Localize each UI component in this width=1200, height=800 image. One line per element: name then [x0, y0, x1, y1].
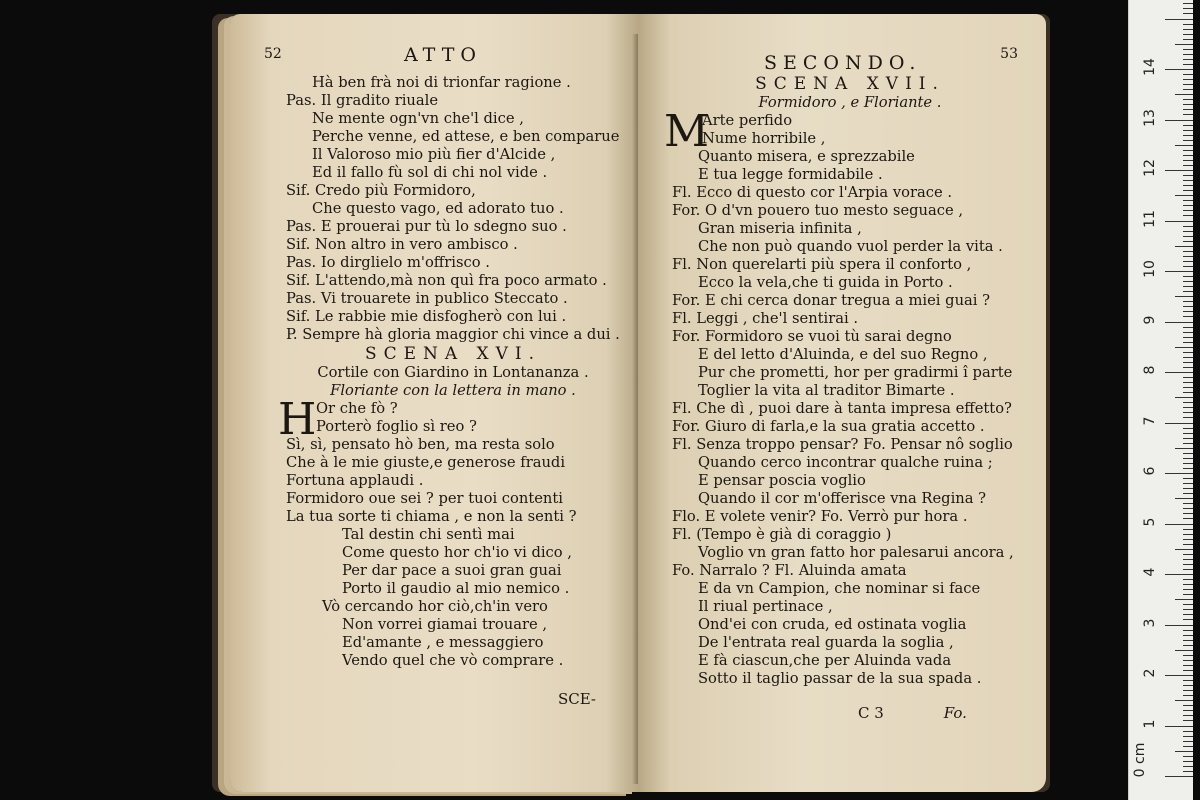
- ruler-tick: [1175, 44, 1193, 45]
- text-line: Pas. Vi trouarete in publico Steccato .: [286, 290, 568, 307]
- text-line: Sif. Le rabbie mie disfogherò con lui .: [286, 308, 567, 325]
- ruler-tick: [1165, 120, 1193, 121]
- ruler-label: 9: [1142, 315, 1158, 324]
- ruler-tick: [1183, 49, 1193, 50]
- ruler-tick: [1183, 256, 1193, 257]
- ruler-tick: [1183, 130, 1193, 131]
- ruler-tick: [1175, 700, 1193, 701]
- ruler-tick: [1183, 508, 1193, 509]
- text-line: Sotto il taglio passar de la sua spada .: [698, 670, 982, 687]
- ruler-tick: [1183, 645, 1193, 646]
- ruler-tick: [1183, 306, 1193, 307]
- ruler-tick: [1183, 635, 1193, 636]
- ruler-tick: [1183, 458, 1193, 459]
- text-line: P. Sempre hà gloria maggior chi vince a dui .: [286, 326, 620, 343]
- ruler-tick: [1175, 195, 1193, 196]
- ruler-tick: [1183, 29, 1193, 30]
- ruler-tick: [1183, 428, 1193, 429]
- ruler-tick: [1183, 544, 1193, 545]
- ruler-tick: [1183, 579, 1193, 580]
- stage-direction: Formidoro , e Floriante .: [758, 94, 942, 111]
- text-line: Vò cercando hor ciò,ch'in vero: [322, 598, 548, 615]
- ruler-tick: [1175, 296, 1193, 297]
- ruler-tick: [1175, 246, 1193, 247]
- ruler-tick: [1183, 231, 1193, 232]
- text-line: Tal destin chi sentì mai: [342, 526, 515, 543]
- ruler-tick: [1183, 109, 1193, 110]
- text-line: Porto il gaudio al mio nemico .: [342, 580, 570, 597]
- text-line: Sì, sì, pensato hò ben, ma resta solo: [286, 436, 555, 453]
- ruler-label: 3: [1142, 618, 1158, 627]
- right-running-title: SECONDO.: [764, 52, 922, 74]
- ruler-tick: [1183, 695, 1193, 696]
- ruler-tick: [1183, 756, 1193, 757]
- text-line: Il riual pertinace ,: [698, 598, 833, 615]
- text-line: Ne mente ogn'vn che'l dice ,: [312, 110, 524, 127]
- ruler-tick: [1183, 362, 1193, 363]
- ruler-tick: [1183, 660, 1193, 661]
- ruler-tick: [1183, 190, 1193, 191]
- scene-setting: Cortile con Giardino in Lontananza .: [317, 364, 589, 381]
- ruler-tick: [1183, 34, 1193, 35]
- ruler-tick: [1183, 59, 1193, 60]
- ruler-tick: [1183, 367, 1193, 368]
- ruler-tick: [1183, 705, 1193, 706]
- ruler-tick: [1165, 423, 1193, 424]
- ruler-tick: [1183, 569, 1193, 570]
- ruler-tick: [1183, 710, 1193, 711]
- text-line: For. Giuro di farla,e la sua gratia accetto .: [672, 418, 985, 435]
- text-line: De l'entrata real guarda la soglia ,: [698, 634, 954, 651]
- ruler-tick: [1183, 609, 1193, 610]
- text-line: Quando il cor m'offerisce vna Regina ?: [698, 490, 987, 507]
- ruler-label: 11: [1142, 209, 1158, 228]
- ruler-tick: [1183, 584, 1193, 585]
- ruler-tick: [1183, 594, 1193, 595]
- text-line: Fortuna applaudi .: [286, 472, 424, 489]
- ruler-tick: [1183, 670, 1193, 671]
- ruler-tick: [1183, 185, 1193, 186]
- text-line: Per dar pace a suoi gran guai: [342, 562, 562, 579]
- ruler-tick: [1183, 79, 1193, 80]
- scene-heading: SCENA XVI.: [364, 344, 542, 364]
- ruler-tick: [1183, 311, 1193, 312]
- ruler-label: 6: [1142, 466, 1158, 476]
- ruler-label: 13: [1142, 108, 1158, 127]
- text-line: Ond'ei con cruda, ed ostinata voglia: [698, 616, 967, 633]
- ruler-tick: [1183, 665, 1193, 666]
- ruler-tick: [1183, 327, 1193, 328]
- ruler-tick: [1183, 114, 1193, 115]
- ruler-tick: [1175, 549, 1193, 550]
- ruler-tick: [1165, 69, 1193, 70]
- ruler-tick: [1183, 412, 1193, 413]
- ruler-tick: [1183, 13, 1193, 14]
- ruler-tick: [1183, 483, 1193, 484]
- text-line: Fl. (Tempo è già di coraggio ): [672, 526, 892, 543]
- ruler-tick: [1183, 392, 1193, 393]
- ruler-tick: [1165, 271, 1193, 272]
- text-line: E da vn Campion, che nominar si face: [698, 580, 981, 597]
- ruler-tick: [1183, 276, 1193, 277]
- ruler-tick: [1165, 675, 1193, 676]
- ruler-tick: [1183, 715, 1193, 716]
- ruler-tick: [1183, 215, 1193, 216]
- ruler-tick: [1183, 301, 1193, 302]
- text-line: Or che fò ?: [316, 400, 398, 417]
- text-line: Fl. Senza troppo pensar? Fo. Pensar nô soglio: [672, 436, 1013, 453]
- right-catchword: Fo.: [943, 704, 967, 722]
- ruler-tick: [1183, 453, 1193, 454]
- text-line: Ed il fallo fù sol di chi nol vide .: [312, 164, 548, 181]
- text-line: Quanto misera, e sprezzabile: [698, 148, 915, 165]
- ruler-tick: [1183, 261, 1193, 262]
- ruler-tick: [1165, 473, 1193, 474]
- ruler-tick: [1175, 751, 1193, 752]
- text-line: Pas. Il gradito riuale: [286, 92, 439, 109]
- ruler-tick: [1183, 402, 1193, 403]
- ruler-tick: [1183, 64, 1193, 65]
- ruler-tick: [1165, 372, 1193, 373]
- ruler-tick: [1183, 690, 1193, 691]
- open-book: [212, 14, 1050, 792]
- ruler-tick: [1183, 286, 1193, 287]
- ruler-tick: [1183, 342, 1193, 343]
- right-page-text: [664, 74, 1028, 688]
- ruler-tick: [1183, 89, 1193, 90]
- ruler-tick: [1183, 529, 1193, 530]
- ruler-tick: [1183, 226, 1193, 227]
- ruler-tick: [1183, 761, 1193, 762]
- scene-heading: SCENA XVII.: [755, 74, 945, 94]
- ruler-label: 2: [1142, 668, 1158, 678]
- text-line: Pas. E prouerai pur tù lo sdegno suo .: [286, 218, 567, 235]
- ruler-tick: [1183, 766, 1193, 767]
- text-line: Che non può quando vuol perder la vita .: [698, 238, 1003, 255]
- ruler-tick: [1183, 150, 1193, 151]
- text-line: Sif. Credo più Formidoro,: [286, 182, 476, 199]
- ruler-tick: [1183, 559, 1193, 560]
- ruler-tick: [1183, 175, 1193, 176]
- text-line: Sif. Non altro in vero ambisco .: [286, 236, 518, 253]
- text-line: Pur che prometti, hor per gradirmi î parte: [698, 364, 1013, 381]
- ruler-tick: [1183, 720, 1193, 721]
- ruler-tick: [1183, 99, 1193, 100]
- ruler-tick: [1183, 84, 1193, 85]
- text-line: Pas. Io dirglielo m'offrisco .: [286, 254, 490, 271]
- ruler-label: 8: [1142, 365, 1158, 375]
- left-page-number: 52: [264, 46, 282, 62]
- text-line: Perche venne, ed attese, e ben comparue: [312, 128, 620, 145]
- ruler-tick: [1165, 19, 1193, 20]
- right-page-number: 53: [1000, 46, 1018, 62]
- ruler-tick: [1183, 3, 1193, 4]
- ruler-tick: [1183, 468, 1193, 469]
- text-line: For. O d'vn pouero tuo mesto seguace ,: [672, 202, 964, 219]
- ruler-tick: [1183, 513, 1193, 514]
- dropcap-letter: M: [664, 106, 710, 157]
- text-line: Che à le mie giuste,e generose fraudi: [286, 454, 566, 471]
- ruler-tick: [1183, 155, 1193, 156]
- ruler-tick: [1183, 382, 1193, 383]
- ruler-tick: [1165, 221, 1193, 222]
- ruler-tick: [1183, 140, 1193, 141]
- ruler-tick: [1183, 266, 1193, 267]
- text-line: Nume horribile ,: [702, 130, 826, 147]
- ruler-tick: [1175, 347, 1193, 348]
- ruler-tick: [1183, 493, 1193, 494]
- text-line: Come questo hor ch'io vi dico ,: [342, 544, 572, 561]
- signature-label: C 3: [858, 704, 884, 722]
- ruler-tick: [1183, 518, 1193, 519]
- ruler-tick: [1183, 180, 1193, 181]
- measuring-ruler: [1128, 0, 1193, 800]
- ruler-tick: [1175, 599, 1193, 600]
- ruler-tick: [1183, 74, 1193, 75]
- text-line: Gran miseria infinita ,: [698, 220, 862, 237]
- text-line: Fl. Leggi , che'l sentirai .: [672, 310, 859, 327]
- ruler-tick: [1183, 589, 1193, 590]
- ruler-tick: [1183, 680, 1193, 681]
- ruler-tick: [1183, 160, 1193, 161]
- ruler-label: 14: [1142, 58, 1158, 76]
- ruler-tick: [1183, 387, 1193, 388]
- text-line: Quando cerco incontrar qualche ruina ;: [698, 454, 993, 471]
- ruler-tick: [1183, 438, 1193, 439]
- ruler-label: 1: [1142, 719, 1158, 728]
- ruler-tick: [1175, 498, 1193, 499]
- ruler-tick: [1183, 377, 1193, 378]
- ruler-tick: [1165, 170, 1193, 171]
- ruler-tick: [1165, 574, 1193, 575]
- ruler-label: 0 cm: [1132, 742, 1148, 778]
- ruler-tick: [1183, 539, 1193, 540]
- left-page-text: [278, 74, 620, 670]
- ruler-tick: [1183, 488, 1193, 489]
- ruler-tick: [1183, 165, 1193, 166]
- text-line: Il Valoroso mio più fier d'Alcide ,: [312, 146, 556, 163]
- ruler-tick: [1165, 776, 1193, 777]
- ruler-tick: [1183, 746, 1193, 747]
- ruler-tick: [1183, 291, 1193, 292]
- ruler-tick: [1183, 771, 1193, 772]
- ruler-tick: [1175, 448, 1193, 449]
- ruler-tick: [1183, 534, 1193, 535]
- text-line: Fo. Narralo ? Fl. Aluinda amata: [672, 562, 907, 579]
- ruler-tick: [1175, 94, 1193, 95]
- text-line: E pensar poscia voglio: [698, 472, 866, 489]
- ruler-tick: [1183, 8, 1193, 9]
- ruler-tick: [1183, 685, 1193, 686]
- text-line: Ed'amante , e messaggiero: [342, 634, 544, 651]
- text-line: Non vorrei giamai trouare ,: [342, 616, 548, 633]
- ruler-tick: [1183, 417, 1193, 418]
- text-line: La tua sorte ti chiama , e non la senti ?: [286, 508, 577, 525]
- ruler-tick: [1183, 357, 1193, 358]
- ruler-tick: [1183, 433, 1193, 434]
- left-running-head: [254, 44, 614, 74]
- ruler-tick: [1183, 251, 1193, 252]
- text-line: Formidoro oue sei ? per tuoi contenti: [286, 490, 563, 507]
- text-line: Flo. E volete venir? Fo. Verrò pur hora .: [672, 508, 968, 525]
- ruler-tick: [1165, 625, 1193, 626]
- left-catchword: SCE-: [557, 690, 596, 708]
- ruler-tick: [1183, 640, 1193, 641]
- ruler-tick: [1183, 281, 1193, 282]
- ruler-tick: [1165, 524, 1193, 525]
- ruler-label: 7: [1142, 416, 1158, 425]
- ruler-tick: [1183, 741, 1193, 742]
- dropcap-letter: H: [278, 394, 317, 445]
- ruler-tick: [1183, 241, 1193, 242]
- text-line: Fl. Che dì , puoi dare à tanta impresa effetto?: [672, 400, 1012, 417]
- ruler-label: 10: [1142, 260, 1158, 278]
- ruler-tick: [1175, 397, 1193, 398]
- ruler-tick: [1183, 736, 1193, 737]
- ruler-tick: [1183, 210, 1193, 211]
- ruler-tick: [1165, 726, 1193, 727]
- text-line: Vendo quel che vò comprare .: [342, 652, 564, 669]
- ruler-tick: [1183, 407, 1193, 408]
- text-line: Che questo vago, ed adorato tuo .: [312, 200, 564, 217]
- text-line: Toglier la vita al traditor Bimarte .: [698, 382, 955, 399]
- left-running-title: ATTO: [404, 44, 482, 66]
- ruler-tick: [1183, 54, 1193, 55]
- ruler-tick: [1183, 236, 1193, 237]
- text-line: Hà ben frà noi di trionfar ragione .: [312, 74, 571, 91]
- ruler-tick: [1183, 332, 1193, 333]
- stage-direction: Floriante con la lettera in mano .: [330, 382, 576, 399]
- text-line: Fl. Ecco di questo cor l'Arpia vorace .: [672, 184, 953, 201]
- ruler-tick: [1183, 619, 1193, 620]
- right-page: [638, 14, 1046, 792]
- left-page: [230, 14, 638, 792]
- text-line: For. E chi cerca donar tregua a miei guai ?: [672, 292, 991, 309]
- ruler-tick: [1183, 463, 1193, 464]
- ruler-tick: [1183, 478, 1193, 479]
- ruler-tick: [1183, 503, 1193, 504]
- ruler-tick: [1183, 655, 1193, 656]
- text-line: E tua legge formidabile .: [698, 166, 883, 183]
- right-running-head: [662, 44, 1022, 74]
- ruler-label: 5: [1142, 517, 1158, 526]
- text-line: Voglio vn gran fatto hor palesarui ancora ,: [698, 544, 1014, 561]
- text-line: E fà ciascun,che per Aluinda vada: [698, 652, 952, 669]
- ruler-tick: [1183, 564, 1193, 565]
- text-line: Sif. L'attendo,mà non quì fra poco armato .: [286, 272, 607, 289]
- ruler-tick: [1183, 125, 1193, 126]
- ruler-tick: [1183, 200, 1193, 201]
- ruler-tick: [1165, 322, 1193, 323]
- text-line: E del letto d'Aluinda, e del suo Regno ,: [698, 346, 988, 363]
- text-line: Arte perfido: [702, 112, 793, 129]
- ruler-tick: [1183, 731, 1193, 732]
- text-line: Fl. Non querelarti più spera il conforto ,: [672, 256, 972, 273]
- text-line: Ecco la vela,che ti guida in Porto .: [698, 274, 953, 291]
- signature-mark: [858, 704, 967, 722]
- ruler-tick: [1183, 24, 1193, 25]
- ruler-tick: [1183, 104, 1193, 105]
- ruler-tick: [1183, 135, 1193, 136]
- text-line: Porterò foglio sì reo ?: [316, 418, 477, 435]
- ruler-label: 4: [1142, 567, 1158, 577]
- ruler-tick: [1183, 352, 1193, 353]
- ruler-tick: [1183, 337, 1193, 338]
- ruler-tick: [1183, 205, 1193, 206]
- ruler-tick: [1183, 630, 1193, 631]
- ruler-tick: [1183, 604, 1193, 605]
- ruler-tick: [1183, 316, 1193, 317]
- ruler-tick: [1183, 443, 1193, 444]
- ruler-label: 12: [1142, 159, 1158, 177]
- ruler-tick: [1183, 554, 1193, 555]
- ruler-tick: [1175, 145, 1193, 146]
- ruler-tick: [1175, 650, 1193, 651]
- ruler-tick: [1183, 39, 1193, 40]
- ruler-tick: [1183, 614, 1193, 615]
- text-line: For. Formidoro se vuoi tù sarai degno: [672, 328, 952, 345]
